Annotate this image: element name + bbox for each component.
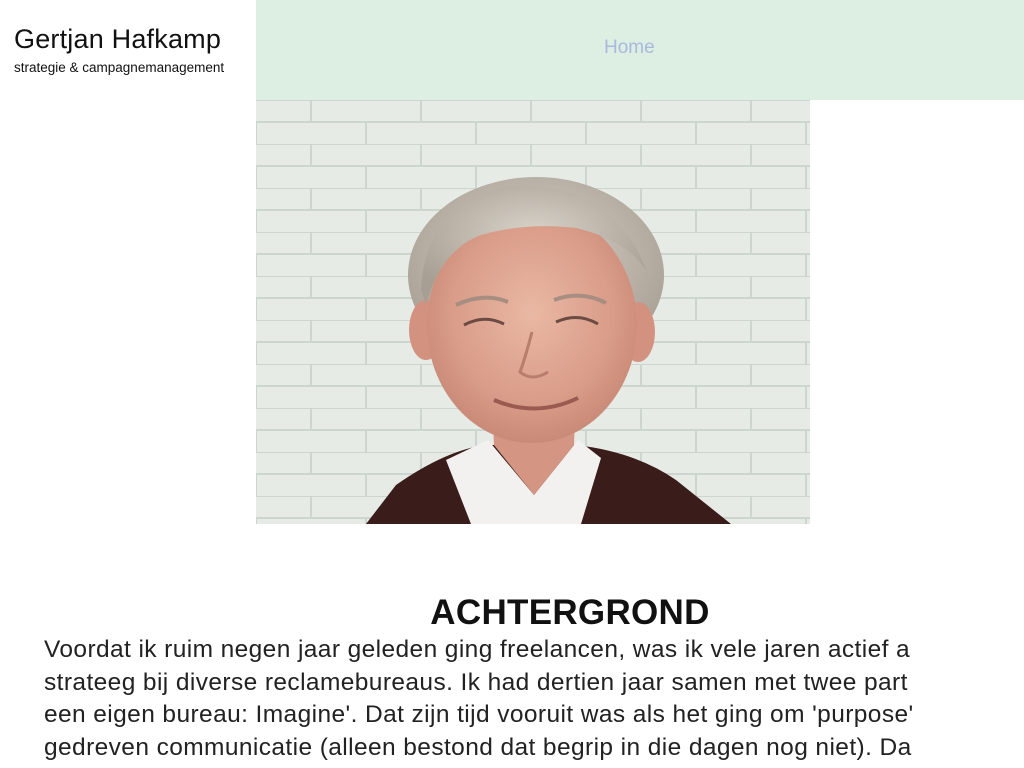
site-brand[interactable]: [0, 0, 256, 100]
portrait-image: [256, 100, 810, 524]
site-name[interactable]: Gertjan Hafkamp: [14, 24, 222, 54]
bio-line: strateeg bij diverse reclamebureaus. Ik had dertien jaar samen met twee part: [44, 668, 908, 696]
nav-item-home[interactable]: Home: [604, 37, 655, 58]
bio-text: [44, 634, 1024, 764]
bio-line: gedreven communicatie (alleen bestond dat begrip in die dagen nog niet). Da: [44, 733, 912, 761]
portrait-photo: [256, 100, 810, 524]
main-navigation: [256, 0, 1024, 100]
bio-line: een eigen bureau: Imagine'. Dat zijn tijd vooruit was als het ging om 'purpose': [44, 701, 914, 728]
section-title: ACHTERGROND: [430, 593, 710, 633]
bio-line: Voordat ik ruim negen jaar geleden ging freelancen, was ik vele jaren actief a: [44, 636, 911, 663]
site-tagline: strategie & campagnemanagement: [14, 60, 225, 75]
